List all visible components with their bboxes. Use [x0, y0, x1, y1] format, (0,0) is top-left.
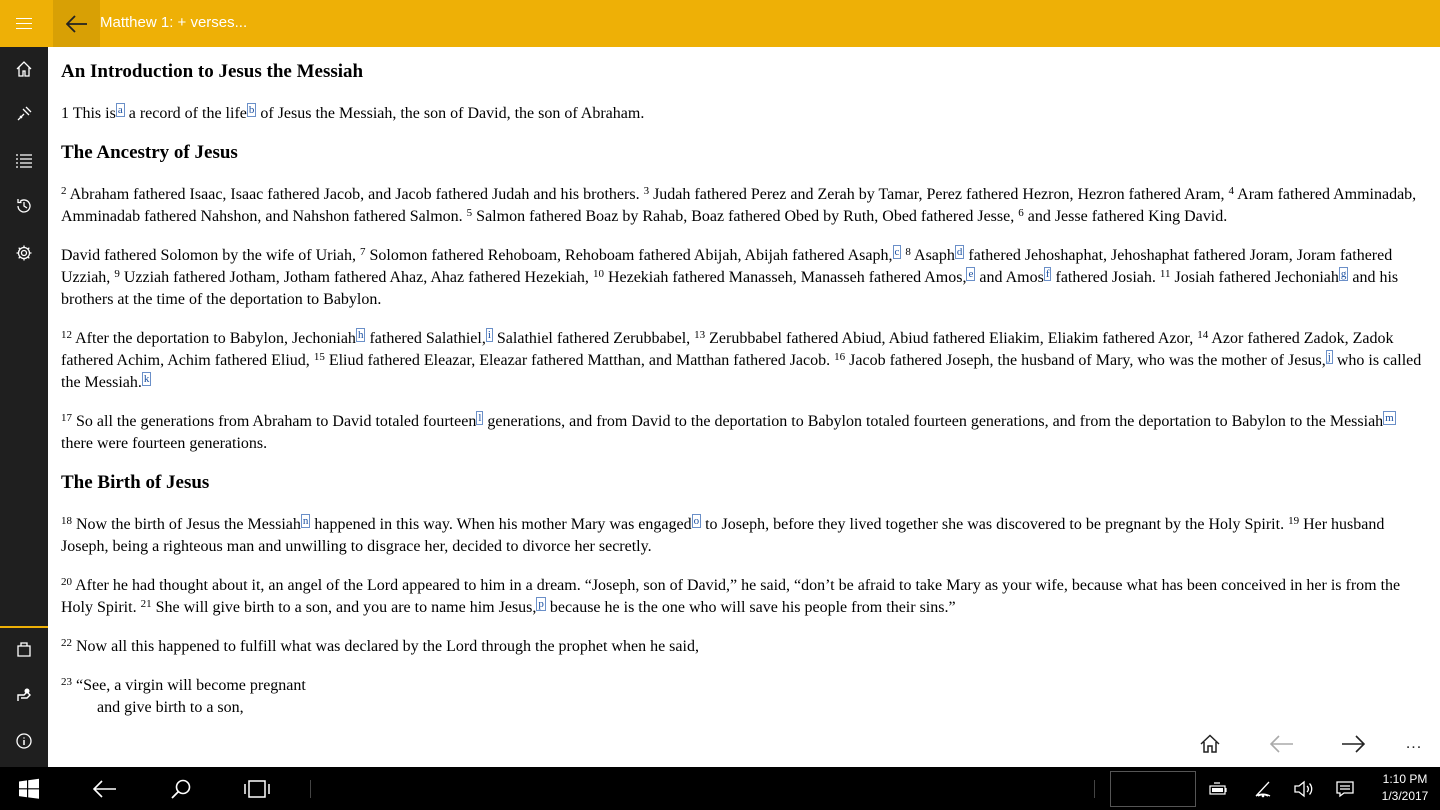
title-bar	[0, 0, 1440, 47]
section-heading: The Birth of Jesus	[61, 472, 210, 493]
verse-text: Azor fathered Zadok, Zadok fathered Achim, Achim fathered Eliud,	[61, 330, 1394, 369]
footnote-link[interactable]: c	[894, 246, 900, 258]
verse-text: happened in this way. When his mother Mary was engaged	[310, 516, 692, 533]
footnote-link[interactable]: e	[968, 268, 974, 280]
section-heading: The Ancestry of Jesus	[61, 142, 238, 163]
footnote-link[interactable]: o	[693, 515, 700, 527]
verse-text: a record of the life	[124, 105, 247, 122]
next-arrow-icon	[1341, 735, 1365, 753]
verse-text: fathered Jehoshaphat, Jehoshaphat fathered Joram, Joram fathered Uzziah,	[61, 247, 1393, 286]
verse-text: Now all this happened to fulfill what was declared by the Lord through the prophet when he said,	[72, 638, 699, 655]
footnote-link[interactable]: a	[117, 104, 123, 116]
home-button[interactable]	[1190, 724, 1230, 764]
clock-time: 1:10 PM	[1382, 772, 1428, 786]
previous-arrow-icon	[1270, 735, 1294, 753]
footnote-link[interactable]: l	[478, 412, 482, 424]
gear-icon	[15, 244, 33, 262]
verse-number: 22	[61, 637, 72, 649]
footnote-link[interactable]: n	[302, 515, 309, 527]
system-clock[interactable]	[1372, 771, 1438, 805]
sidebar-item-share[interactable]	[0, 673, 48, 717]
footnote-link[interactable]: b	[248, 104, 255, 116]
action-center-icon	[1335, 780, 1355, 798]
verse-text: Solomon fathered Rehoboam, Rehoboam fathered Abijah, Abijah fathered Asaph,	[365, 247, 893, 264]
more-icon: ...	[1405, 735, 1423, 752]
verse-paragraph	[61, 575, 1426, 619]
poem-line	[61, 675, 1426, 697]
verse-text: “See, a virgin will become pregnant	[72, 677, 306, 694]
back-icon	[93, 780, 117, 798]
battery-tray[interactable]	[1204, 767, 1234, 810]
verse-text: fathered Salathiel,	[365, 330, 486, 347]
verse-text: So all the generations from Abraham to David totaled fourteen	[72, 413, 477, 430]
verse-text: After he had thought about it, an angel of the Lord appeared to him in a dream. “Joseph, son of David,” he said, “don’t be afraid to take Mary as your wife, because what has been conceived in her is from the Holy Spirit.	[61, 577, 1401, 616]
sidebar-item-search[interactable]	[0, 92, 48, 136]
sidebar-item-list[interactable]	[0, 138, 48, 182]
verse-number: 15	[313, 351, 325, 363]
verse-text: and his brothers at the time of the deportation to Babylon.	[61, 269, 1399, 308]
verse-text: Her husband Joseph, being a righteous man and unwilling to disgrace her, decided to divorce her secretly.	[61, 516, 1385, 555]
verse-text: because he is the one who will save his people from their sins.”	[545, 599, 956, 616]
verse-number: 13	[694, 329, 706, 341]
verse-text: Hezekiah fathered Manasseh, Manasseh fathered Amos,	[603, 269, 967, 286]
more-button[interactable]	[1394, 724, 1434, 764]
verse-text: After the deportation to Babylon, Jechoniah	[72, 330, 356, 347]
task-view-button[interactable]	[234, 767, 280, 810]
previous-chapter-button[interactable]	[1262, 724, 1302, 764]
verse-text: there were fourteen generations.	[61, 435, 268, 452]
clock-date: 1/3/2017	[1381, 789, 1429, 803]
verse-text: She will give birth to a son, and you are to name him Jesus,	[151, 599, 537, 616]
verse-text: Salathiel fathered Zerubbabel,	[492, 330, 695, 347]
share-icon	[15, 686, 33, 704]
windows-start-icon	[18, 778, 40, 800]
search-tool-icon	[15, 105, 33, 123]
volume-tray[interactable]	[1289, 767, 1319, 810]
verse-number: 2	[61, 185, 67, 197]
verse-number: 8	[905, 246, 911, 258]
back-arrow-icon	[66, 15, 88, 33]
page-title: Matthew 1: + verses...	[100, 14, 248, 31]
verse-paragraph	[61, 514, 1426, 558]
search-icon	[170, 778, 192, 800]
list-icon	[15, 151, 33, 169]
taskbar-back-button[interactable]	[82, 767, 128, 810]
verse-number: 6	[1018, 207, 1024, 219]
verse-number: 1	[61, 105, 69, 122]
verse-text: David fathered Solomon by the wife of Uriah,	[61, 247, 361, 264]
verse-text: Judah fathered Perez and Zerah by Tamar, Perez fathered Hezron, Hezron fathered Aram,	[649, 186, 1229, 203]
back-button[interactable]	[53, 0, 100, 47]
verse-text: and Jesse fathered King David.	[1023, 208, 1228, 225]
scripture-content[interactable]	[48, 47, 1440, 720]
next-chapter-button[interactable]	[1333, 724, 1373, 764]
footnote-link[interactable]: i	[487, 329, 491, 341]
bottom-app-bar	[48, 720, 1440, 767]
sidebar-item-home[interactable]	[0, 47, 48, 91]
verse-text: Uzziah fathered Jotham, Jotham fathered Ahaz, Ahaz fathered Hezekiah,	[119, 269, 593, 286]
start-button[interactable]	[0, 767, 58, 810]
network-tray[interactable]	[1248, 767, 1278, 810]
verse-text: Aram fathered Amminadab, Amminadab fathered Nahshon, and Nahshon fathered Salmon.	[61, 186, 1417, 225]
verse-number: 14	[1197, 329, 1209, 341]
hamburger-menu-button[interactable]	[0, 0, 48, 47]
home-icon	[1199, 733, 1221, 755]
footnote-link[interactable]: p	[538, 598, 544, 610]
taskbar	[0, 767, 1440, 810]
verse-number: 17	[61, 412, 72, 424]
verse-text: to Joseph, before they lived together she was discovered to be pregnant by the Holy Spirit.	[701, 516, 1289, 533]
verse-number: 10	[592, 268, 604, 280]
verse-paragraph	[61, 328, 1426, 394]
verse-number: 16	[834, 351, 846, 363]
footnote-link[interactable]: k	[143, 373, 150, 385]
footnote-link[interactable]: j	[1327, 351, 1331, 363]
footnote-link[interactable]: m	[1385, 412, 1394, 424]
verse-text: Zerubbabel fathered Abiud, Abiud fathered Eliakim, Eliakim fathered Azor,	[705, 330, 1198, 347]
verse-number: 12	[61, 329, 72, 341]
verse-number: 20	[61, 576, 72, 588]
verse-number: 3	[643, 185, 650, 197]
hamburger-icon	[16, 23, 32, 25]
cortana-search-button[interactable]	[158, 767, 204, 810]
verse-number: 4	[1228, 185, 1235, 197]
task-view-icon	[244, 779, 270, 799]
verse-paragraph	[61, 103, 1426, 125]
verse-number: 11	[1159, 268, 1171, 280]
taskbar-separator	[310, 780, 311, 798]
verse-text: Salmon fathered Boaz by Rahab, Boaz fathered Obed by Ruth, Obed fathered Jesse,	[472, 208, 1019, 225]
sidebar	[0, 47, 48, 767]
info-icon	[15, 732, 33, 750]
footnote-link[interactable]: d	[956, 246, 963, 258]
poem-line: and give birth to a son,	[97, 699, 244, 716]
verse-text: Now the birth of Jesus the Messiah	[72, 516, 301, 533]
sidebar-item-history[interactable]	[0, 184, 48, 228]
verse-paragraph	[61, 636, 1426, 658]
verse-text: and Amos	[975, 269, 1044, 286]
verse-number: 18	[61, 515, 72, 527]
sidebar-item-about[interactable]	[0, 719, 48, 763]
verse-text: who is called the Messiah.	[61, 352, 1422, 391]
verse-text: fathered Josiah.	[1051, 269, 1160, 286]
verse-text: Abraham fathered Isaac, Isaac fathered Jacob, and Jacob fathered Judah and his brothers.	[66, 186, 644, 203]
section-heading: An Introduction to Jesus the Messiah	[61, 61, 364, 82]
shopping-bag-icon	[15, 640, 33, 658]
verse-text: Josiah fathered Jechoniah	[1170, 269, 1339, 286]
verse-number: 5	[466, 207, 473, 219]
verse-text: This is	[69, 105, 116, 122]
footnote-link[interactable]: h	[357, 329, 364, 341]
verse-text: generations, and from David to the deportation to Babylon totaled fourteen generations, and from the deportation to Babylon to the Messiah	[483, 413, 1384, 430]
footnote-link[interactable]: g	[1340, 268, 1347, 280]
footnote-link[interactable]: f	[1045, 268, 1050, 280]
verse-paragraph	[61, 245, 1426, 311]
verse-number: 19	[1288, 515, 1300, 527]
action-center-tray[interactable]	[1330, 767, 1360, 810]
verse-number: 23	[61, 676, 72, 688]
verse-text: of Jesus the Messiah, the son of David, the son of Abraham.	[256, 105, 645, 122]
sidebar-item-store[interactable]	[0, 627, 48, 671]
verse-number: 9	[114, 268, 120, 280]
battery-icon	[1209, 782, 1229, 796]
verse-text: Jacob fathered Joseph, the husband of Mary, who was the mother of Jesus,	[845, 352, 1326, 369]
verse-text: Asaph	[910, 247, 955, 264]
verse-number: 7	[360, 246, 366, 258]
input-indicator-box[interactable]	[1110, 771, 1196, 807]
history-icon	[15, 197, 33, 215]
verse-paragraph	[61, 184, 1426, 228]
taskbar-separator	[1094, 780, 1095, 798]
verse-number: 21	[140, 598, 152, 610]
sidebar-item-settings[interactable]	[0, 231, 48, 275]
volume-icon	[1293, 780, 1315, 798]
verse-paragraph	[61, 411, 1426, 455]
wifi-icon	[1253, 780, 1273, 798]
poetry-block	[61, 675, 1426, 719]
home-icon	[15, 60, 33, 78]
verse-text: Eliud fathered Eleazar, Eleazar fathered Matthan, and Matthan fathered Jacob.	[324, 352, 835, 369]
